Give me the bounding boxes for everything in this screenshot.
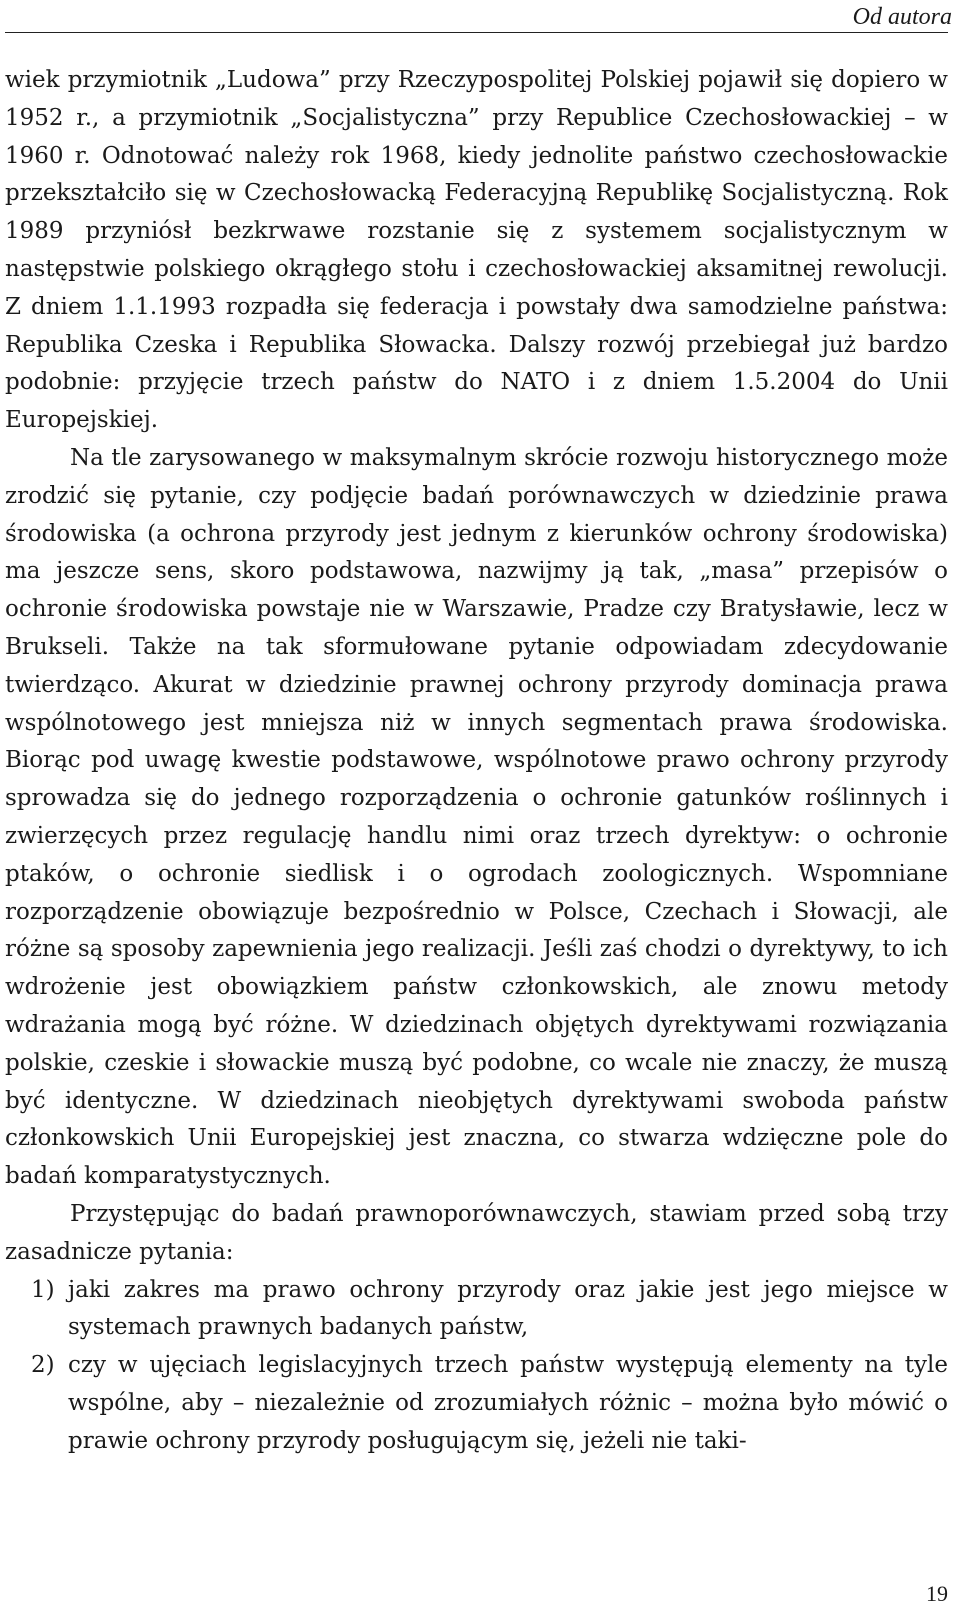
paragraph: Przystępując do badań prawnoporównawczych, stawiam przed sobą trzy zasadnicze pytania: <box>5 1200 948 1265</box>
list-item <box>5 1272 948 1348</box>
list-item <box>5 1347 948 1460</box>
list-item-number: 2) <box>31 1352 55 1379</box>
page-number: 19 <box>926 1581 948 1606</box>
paragraph: Na tle zarysowanego w maksymalnym skrócie rozwoju historycznego może zrodzić się pytanie, czy podjęcie badań porównawczych w dziedzinie prawa środowiska (a ochrona przyrody jest jednym z kierunków ochrony środowiska) ma jeszcze sens, skoro podstawowa, nazwijmy ją tak, „masa” przepisów o ochronie środowiska powstaje nie w Warszawie, Pradze czy Bratysławie, lecz w Brukseli. Także na tak sformułowane pytanie odpowiadam zdecydowanie twierdząco. Akurat w dziedzinie prawnej ochrony przyrody dominacja prawa wspólnotowego jest mniejsza niż w innych segmentach prawa środowiska. Biorąc pod uwagę kwestie podstawowe, wspólnotowe prawo ochrony przyrody sprowadza się do jednego rozporządzenia o ochronie gatunków roślinnych i zwierzęcych przez regulację handlu nimi oraz trzech dyrektyw: o ochronie ptaków, o ochronie siedlisk i o ogrodach zoologicznych. Wspomniane rozporządzenie obowiązuje bezpośrednio w Polsce, Czechach i Słowacji, ale różne są sposoby zapewnienia jego realizacji. Jeśli zaś chodzi o dyrektywy, to ich wdrożenie jest obowiązkiem państw członkowskich, ale znowu metody wdrażania mogą być różne. W dziedzinach objętych dyrektywami rozwiązania polskie, czeskie i słowackie muszą być podobne, co wcale nie znaczy, że muszą być identyczne. W dziedzinach nieobjętych dyrektywami swoboda państw członkowskich Unii Europejskiej jest znaczna, co stwarza wdzięczne pole do badań komparatystycznych. <box>5 444 948 1190</box>
running-head: Od autora <box>852 4 952 30</box>
list-item-text: czy w ujęciach legislacyjnych trzech państw występują elementy na tyle wspólne, aby – niezależnie od zrozumiałych różnic – można było mówić o prawie ochrony przyrody posługującym się, jeżeli nie taki- <box>68 1352 948 1454</box>
header-rule <box>5 32 948 33</box>
body-text <box>5 62 948 1460</box>
list-item-text: jaki zakres ma prawo ochrony przyrody oraz jakie jest jego miejsce w systemach prawnych badanych państw, <box>68 1276 948 1341</box>
paragraph-continued: wiek przymiotnik „Ludowa” przy Rzeczypospolitej Polskiej pojawił się dopiero w 1952 r., a przymiotnik „Socjalistyczna” przy Republice Czechosłowackiej – w 1960 r. Odnotować należy rok 1968, kiedy jednolite państwo czechosłowackie przekształciło się w Czechosłowacką Federacyjną Republikę Socjalistyczną. Rok 1989 przyniósł bezkrwawe rozstanie się z systemem socjalistycznym w następstwie polskiego okrągłego stołu i czechosłowackiej aksamitnej rewolucji. Z dniem 1.1.1993 rozpadła się federacja i powstały dwa samodzielne państwa: Republika Czeska i Republika Słowacka. Dalszy rozwój przebiegał już bardzo podobnie: przyjęcie trzech państw do NATO i z dniem 1.5.2004 do Unii Europejskiej. <box>5 67 948 434</box>
list-item-number: 1) <box>31 1276 55 1303</box>
numbered-list <box>5 1272 948 1461</box>
